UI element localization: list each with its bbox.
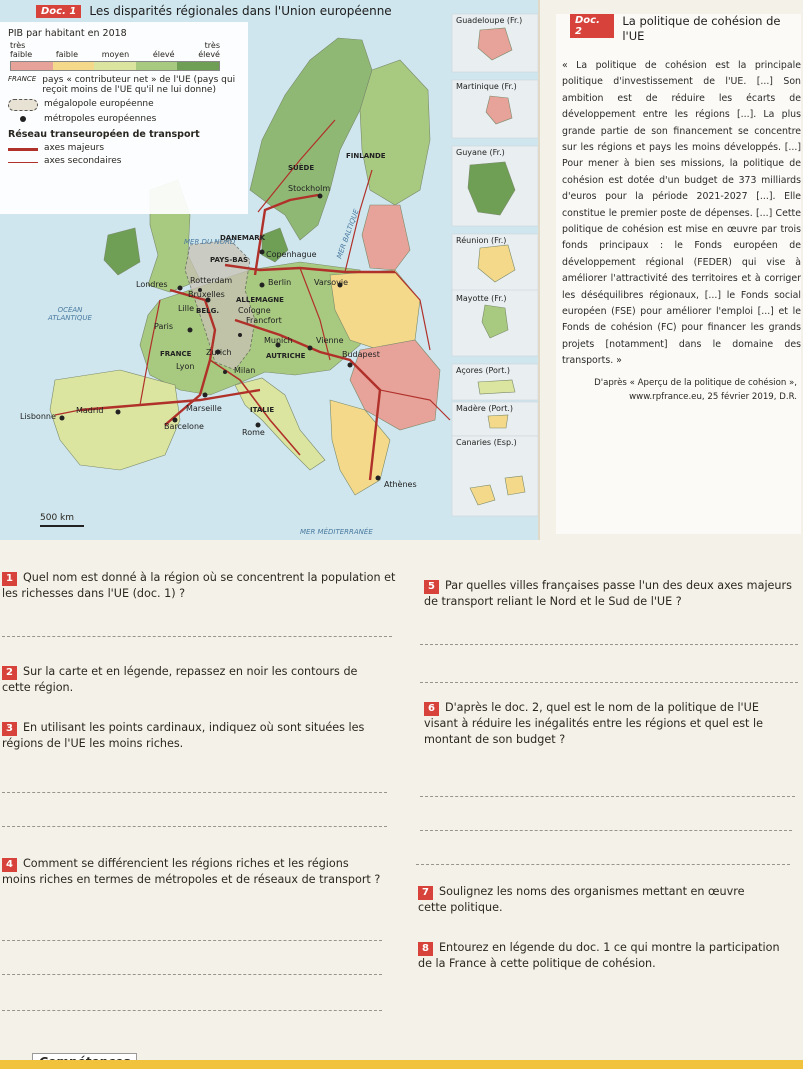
legend-megalopolis-text: mégalopole européenne bbox=[44, 98, 154, 109]
legend-swatch bbox=[53, 62, 95, 70]
map-label-munich: Munich bbox=[264, 336, 293, 345]
question-1-text: Quel nom est donné à la région où se concentrent la population et les richesses dans l'UE (doc. 1) ? bbox=[2, 571, 396, 600]
question-3 bbox=[2, 720, 387, 752]
question-6-text: D'après le doc. 2, quel est le nom de la politique de l'UE visant à réduire les inégalités entre les régions et quel est le montant de son budget ? bbox=[424, 701, 763, 746]
map-label-varsovie: Varsovie bbox=[314, 278, 348, 287]
ireland-region bbox=[104, 228, 140, 275]
map-label-madrid: Madrid bbox=[76, 406, 104, 415]
answer-line[interactable] bbox=[2, 974, 382, 975]
map-label-londres: Londres bbox=[136, 280, 168, 289]
legend-scale-label: faible bbox=[10, 50, 33, 59]
iberia-region bbox=[50, 370, 180, 470]
question-3-text: En utilisant les points cardinaux, indiquez où sont situées les régions de l'UE les moins riches. bbox=[2, 721, 365, 750]
legend-color-scale bbox=[10, 61, 220, 71]
question-8-number: 8 bbox=[418, 942, 433, 956]
legend-swatch bbox=[136, 62, 178, 70]
answer-line[interactable] bbox=[420, 830, 792, 831]
map-label-francfort: Francfort bbox=[246, 316, 282, 325]
map-label-autriche: AUTRICHE bbox=[266, 352, 306, 360]
major-axis-symbol bbox=[8, 148, 38, 151]
map-label-allemagne: ALLEMAGNE bbox=[236, 296, 284, 304]
map-label-vienne: Vienne bbox=[316, 336, 344, 345]
doc1-badge: Doc. 1 bbox=[36, 5, 81, 18]
question-8-text: Entourez en légende du doc. 1 ce qui montre la participation de la France à cette politique de cohésion. bbox=[418, 941, 780, 970]
legend-swatch bbox=[94, 62, 136, 70]
map-label-mer-baltique: MER BALTIQUE bbox=[335, 208, 361, 260]
question-3-number: 3 bbox=[2, 722, 17, 736]
question-6 bbox=[424, 700, 794, 748]
legend-scale-top-left: très bbox=[10, 41, 26, 50]
map-label-milan: Milan bbox=[234, 366, 256, 375]
map-label-budapest: Budapest bbox=[342, 350, 380, 359]
metropole-dot-icon bbox=[8, 114, 38, 122]
doc2-title: La politique de cohésion de l'UE bbox=[622, 14, 781, 43]
legend-major-axes: axes majeurs bbox=[44, 143, 105, 154]
dom-label-mayotte: Mayotte (Fr.) bbox=[456, 294, 507, 303]
dom-label-canaries: Canaries (Esp.) bbox=[456, 438, 517, 447]
legend-scale-label: faible bbox=[55, 50, 79, 59]
legend-scale-label: élevé bbox=[152, 50, 175, 59]
map-label-stockholm: Stockholm bbox=[288, 184, 331, 193]
doc2-source-line2: www.rpfrance.eu, 25 février 2019, D.R. bbox=[629, 391, 797, 402]
dom-label-acores: Açores (Port.) bbox=[456, 366, 511, 375]
answer-line[interactable] bbox=[2, 636, 392, 637]
map-label-pays-bas: PAYS-BAS bbox=[210, 256, 249, 264]
legend-scale-label: élevé bbox=[198, 50, 220, 59]
map-label-mer-du-nord: MER DU NORD bbox=[184, 238, 236, 246]
map-label-rotterdam: Rotterdam bbox=[190, 276, 233, 285]
scale-bar-line bbox=[40, 525, 84, 527]
bottom-band bbox=[0, 1060, 803, 1069]
legend-row-minor-axes bbox=[8, 156, 240, 166]
legend-row-contributor bbox=[8, 75, 240, 96]
doc2-header bbox=[570, 14, 801, 44]
legend-scale-label: moyen bbox=[101, 50, 130, 59]
map-label-barcelone: Barcelone bbox=[164, 422, 204, 431]
map-label-finlande: FINLANDE bbox=[346, 152, 386, 160]
question-2-number: 2 bbox=[2, 666, 17, 680]
answer-line[interactable] bbox=[416, 864, 790, 865]
question-5 bbox=[424, 578, 799, 610]
question-4-text: Comment se différencient les régions riches et les régions moins riches en termes de métropoles et de réseaux de transport ? bbox=[2, 857, 381, 886]
map-label-suede: SUÈDE bbox=[288, 164, 315, 172]
question-5-number: 5 bbox=[424, 580, 439, 594]
doc1-map-panel bbox=[0, 0, 540, 540]
megalopolis-symbol bbox=[8, 99, 38, 111]
map-label-italie: ITALIE bbox=[250, 406, 275, 414]
map-label-marseille: Marseille bbox=[186, 404, 222, 413]
answer-line[interactable] bbox=[2, 940, 382, 941]
question-1-number: 1 bbox=[2, 572, 17, 586]
answer-line[interactable] bbox=[2, 826, 387, 827]
question-7-number: 7 bbox=[418, 886, 433, 900]
doc2-source bbox=[562, 376, 801, 404]
map-label-cologne: Cologne bbox=[238, 306, 271, 315]
answer-line[interactable] bbox=[2, 792, 387, 793]
answer-line[interactable] bbox=[2, 1010, 382, 1011]
dom-label-martinique: Martinique (Fr.) bbox=[456, 82, 517, 91]
question-7-text: Soulignez les noms des organismes mettant en œuvre cette politique. bbox=[418, 885, 745, 914]
question-1 bbox=[2, 570, 397, 602]
legend-scale-top bbox=[10, 41, 220, 50]
finland-region bbox=[360, 60, 430, 205]
legend-contributor-text: pays « contributeur net » de l'UE (pays qui reçoit moins de l'UE qu'il ne lui donne) bbox=[42, 75, 236, 96]
legend-swatch bbox=[11, 62, 53, 70]
dom-label-madere: Madère (Port.) bbox=[456, 404, 514, 413]
map-label-paris: Paris bbox=[154, 322, 174, 331]
map-label-ocean-atlantique: OCÉAN ATLANTIQUE bbox=[48, 306, 92, 322]
map-label-france: FRANCE bbox=[160, 350, 192, 358]
map-label-rome: Rome bbox=[242, 428, 265, 437]
legend-row-major-axes bbox=[8, 143, 240, 153]
legend-swatch bbox=[177, 62, 219, 70]
dom-label-reunion: Réunion (Fr.) bbox=[456, 236, 507, 245]
map-label-lille: Lille bbox=[178, 304, 195, 313]
answer-line[interactable] bbox=[420, 682, 798, 683]
question-5-text: Par quelles villes françaises passe l'un des deux axes majeurs de transport reliant le Nord et le Sud de l'UE ? bbox=[424, 579, 792, 608]
map-label-bruxelles: Bruxelles bbox=[188, 290, 225, 299]
legend-scale-top-right: très bbox=[204, 41, 220, 50]
question-4 bbox=[2, 856, 382, 888]
legend-minor-axes: axes secondaires bbox=[44, 156, 122, 167]
question-2-text: Sur la carte et en légende, repassez en noir les contours de cette région. bbox=[2, 665, 358, 694]
map-label-lyon: Lyon bbox=[176, 362, 195, 371]
map-label-lisbonne: Lisbonne bbox=[20, 412, 56, 421]
baltics-region bbox=[362, 205, 410, 270]
answer-line[interactable] bbox=[420, 644, 798, 645]
map-label-copenhague: Copenhague bbox=[266, 250, 317, 259]
map-label-zurich: Zurich bbox=[206, 348, 232, 357]
map-legend bbox=[0, 22, 248, 214]
doc1-title: Les disparités régionales dans l'Union européenne bbox=[89, 4, 392, 18]
legend-france-key: FRANCE bbox=[8, 75, 37, 83]
doc1-header bbox=[36, 4, 392, 18]
answer-line[interactable] bbox=[420, 796, 795, 797]
dom-label-guyane: Guyane (Fr.) bbox=[456, 148, 505, 157]
map-scale-label: 500 km bbox=[40, 513, 75, 523]
dom-label-guadeloupe: Guadeloupe (Fr.) bbox=[456, 16, 523, 25]
question-2 bbox=[2, 664, 382, 696]
map-label-athenes: Athènes bbox=[384, 480, 417, 489]
doc2-badge: Doc. 2 bbox=[570, 14, 614, 38]
question-8 bbox=[418, 940, 788, 972]
doc2-quote: « La politique de cohésion est la principale politique d'investissement de l'UE. [...] Son ambition est de réduire les écarts de développement entre les régions [...]. La plus grande partie de son financement se concentre sur les régions et pays les moins développés. [...] Pour mener à bien ses missions, la politique de cohésion est dotée d'un budget de 373 milliards d'euros pour la période 2021-2027 [...]. Elle constitue le premier poste de dépenses. [...] Cette politique de cohésion est mise en œuvre par trois fonds principaux : le Fonds européen de développement régional (FEDER) qui vise à améliorer l'attractivité des territoires et à corriger les déséquilibres régionaux, [...] le Fonds social européen (FSE) pour améliorer l'emploi [...] et le Fonds de cohésion (FC) pour financer les grands projets [notamment] dans le domaine des transports. » bbox=[562, 59, 801, 367]
doc2-source-line1: D'après « Aperçu de la politique de cohésion », bbox=[594, 377, 797, 388]
question-4-number: 4 bbox=[2, 858, 17, 872]
minor-axis-symbol bbox=[8, 162, 38, 163]
legend-pib-title: PIB par habitant en 2018 bbox=[8, 28, 127, 39]
legend-row-metropoles bbox=[8, 114, 240, 124]
map-label-belg: BELG. bbox=[196, 307, 219, 315]
question-7 bbox=[418, 884, 748, 916]
map-label-mer-mediterranee: MER MÉDITERRANÉE bbox=[300, 528, 373, 536]
doc2-panel bbox=[556, 14, 801, 534]
legend-row-megalopolis bbox=[8, 99, 240, 111]
legend-scale-labels bbox=[10, 50, 220, 59]
map-label-danemark: DANEMARK bbox=[220, 234, 266, 242]
question-6-number: 6 bbox=[424, 702, 439, 716]
legend-network-title: Réseau transeuropéen de transport bbox=[8, 129, 200, 141]
map-label-berlin: Berlin bbox=[268, 278, 292, 287]
legend-metropoles-text: métropoles européennes bbox=[44, 113, 157, 124]
map-scale-bar bbox=[40, 513, 84, 527]
